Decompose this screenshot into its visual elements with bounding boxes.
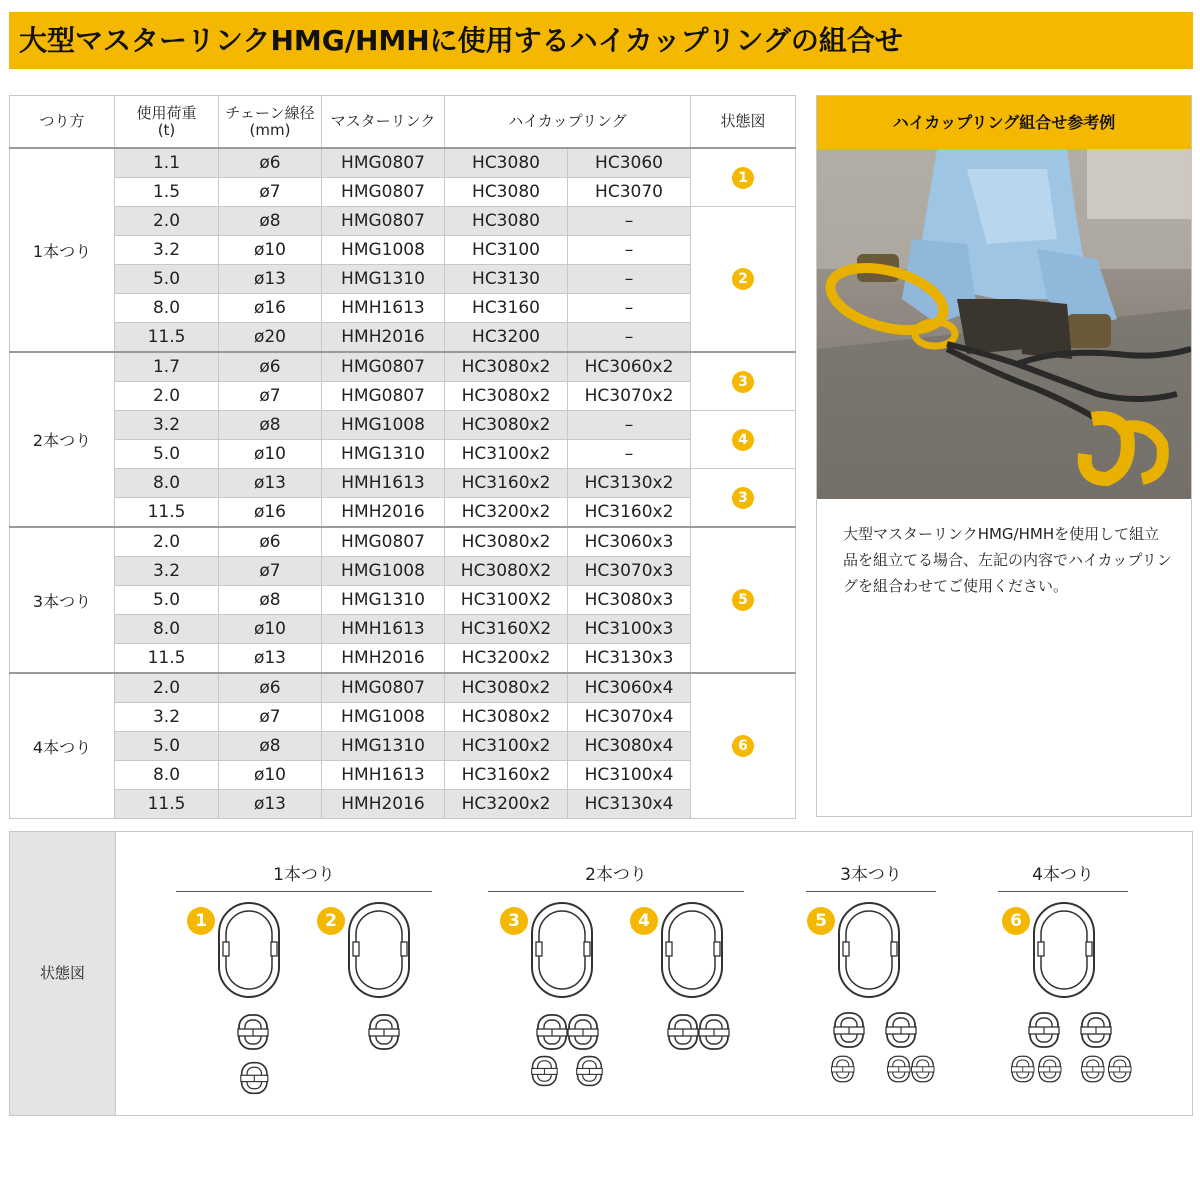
reference-text: 大型マスターリンクHMG/HMHを使用して組立品を組立てる場合、左記の内容でハイカップリングを組合わせてご使用ください。 <box>843 525 1172 595</box>
cell-hc1: HC3080x2 <box>445 673 568 703</box>
reference-panel <box>816 95 1192 817</box>
cell-load: 5.0 <box>115 732 219 761</box>
cell-load: 3.2 <box>115 703 219 732</box>
table-row <box>10 790 796 819</box>
cell-load: 3.2 <box>115 411 219 440</box>
header-hc: ハイカップリング <box>445 96 691 149</box>
hi-coupling-icon <box>832 1010 866 1050</box>
cell-load: 11.5 <box>115 323 219 353</box>
cell-chain: ø10 <box>219 615 322 644</box>
cell-hc2: HC3130x3 <box>568 644 691 674</box>
cell-hc1: HC3080x2 <box>445 527 568 557</box>
table-header-row <box>10 96 796 149</box>
state-badge-1: 1 <box>187 907 215 935</box>
cell-hc1: HC3200x2 <box>445 644 568 674</box>
reference-photo <box>817 149 1191 499</box>
cell-hc1: HC3080 <box>445 178 568 207</box>
cell-load: 3.2 <box>115 557 219 586</box>
cell-load: 2.0 <box>115 527 219 557</box>
cell-load: 5.0 <box>115 586 219 615</box>
cell-hc1: HC3100x2 <box>445 732 568 761</box>
table-row <box>10 673 796 703</box>
cell-master: HMH1613 <box>322 469 445 498</box>
cell-master: HMH2016 <box>322 323 445 353</box>
cell-load: 1.1 <box>115 148 219 178</box>
state-number-badge: 1 <box>732 167 754 189</box>
cell-master: HMG0807 <box>322 352 445 382</box>
state-cell <box>691 411 796 469</box>
cell-hc1: HC3160X2 <box>445 615 568 644</box>
state-diagram <box>9 831 1193 1116</box>
cell-chain: ø13 <box>219 644 322 674</box>
state-cell <box>691 469 796 528</box>
hi-coupling-icon <box>697 1012 731 1052</box>
cell-chain: ø13 <box>219 265 322 294</box>
cell-hc1: HC3160x2 <box>445 761 568 790</box>
hi-coupling-icon <box>367 1012 401 1052</box>
page-title: 大型マスターリンクHMG/HMHに使用するハイカップリングの組合せ <box>19 24 903 57</box>
header-chain <box>219 96 322 149</box>
hi-coupling-icon <box>1037 1054 1063 1084</box>
cell-hc2: HC3130x4 <box>568 790 691 819</box>
state-diagram-label: 状態図 <box>10 832 116 1115</box>
cell-chain: ø8 <box>219 207 322 236</box>
cell-load: 8.0 <box>115 761 219 790</box>
state-badge-5: 5 <box>807 907 835 935</box>
header-state: 状態図 <box>691 96 796 149</box>
cell-chain: ø7 <box>219 557 322 586</box>
cell-master: HMH1613 <box>322 761 445 790</box>
cell-master: HMG1008 <box>322 236 445 265</box>
cell-hc1: HC3080x2 <box>445 382 568 411</box>
table-row <box>10 265 796 294</box>
cell-load: 2.0 <box>115 382 219 411</box>
master-link-icon <box>1030 900 1100 1000</box>
cell-master: HMG1008 <box>322 411 445 440</box>
cell-master: HMG1008 <box>322 557 445 586</box>
hi-coupling-icon <box>535 1012 569 1052</box>
state-number-badge: 3 <box>732 371 754 393</box>
group-label: 2本つり <box>10 352 115 527</box>
hi-coupling-icon <box>236 1012 270 1052</box>
hi-coupling-icon <box>1079 1010 1113 1050</box>
cell-hc2: – <box>568 323 691 353</box>
combination-table <box>9 95 796 819</box>
cell-hc2: HC3080x3 <box>568 586 691 615</box>
cell-chain: ø6 <box>219 527 322 557</box>
cell-master: HMG0807 <box>322 382 445 411</box>
state-badge-2: 2 <box>317 907 345 935</box>
cell-master: HMG1310 <box>322 586 445 615</box>
header-load <box>115 96 219 149</box>
cell-load: 11.5 <box>115 790 219 819</box>
master-link-icon <box>528 900 598 1000</box>
cell-chain: ø13 <box>219 790 322 819</box>
hi-coupling-icon <box>1010 1054 1036 1084</box>
table-row <box>10 323 796 353</box>
title-bar <box>9 12 1193 69</box>
cell-chain: ø8 <box>219 732 322 761</box>
cell-hc1: HC3100x2 <box>445 440 568 469</box>
cell-hc1: HC3100X2 <box>445 586 568 615</box>
cell-chain: ø7 <box>219 178 322 207</box>
header-method: つり方 <box>10 96 115 149</box>
worker-chain-photo <box>817 149 1191 499</box>
table-row <box>10 527 796 557</box>
cell-hc1: HC3080 <box>445 148 568 178</box>
cell-load: 2.0 <box>115 673 219 703</box>
cell-master: HMG1310 <box>322 440 445 469</box>
cell-chain: ø10 <box>219 236 322 265</box>
cell-master: HMG0807 <box>322 207 445 236</box>
hi-coupling-icon <box>1080 1054 1106 1084</box>
table-row <box>10 178 796 207</box>
group-title-4: 4本つり <box>998 860 1128 892</box>
master-link-icon <box>835 900 905 1000</box>
state-cell <box>691 673 796 819</box>
cell-master: HMG1310 <box>322 732 445 761</box>
cell-hc2: HC3070x2 <box>568 382 691 411</box>
cell-master: HMH2016 <box>322 790 445 819</box>
cell-hc1: HC3100 <box>445 236 568 265</box>
header-master: マスターリンク <box>322 96 445 149</box>
cell-chain: ø6 <box>219 148 322 178</box>
cell-hc1: HC3200x2 <box>445 790 568 819</box>
cell-hc2: HC3100x3 <box>568 615 691 644</box>
cell-hc2: HC3130x2 <box>568 469 691 498</box>
cell-hc2: – <box>568 294 691 323</box>
cell-chain: ø16 <box>219 498 322 528</box>
cell-load: 3.2 <box>115 236 219 265</box>
cell-load: 2.0 <box>115 207 219 236</box>
state-number-badge: 5 <box>732 589 754 611</box>
cell-hc2: HC3060x3 <box>568 527 691 557</box>
state-badge-4: 4 <box>630 907 658 935</box>
cell-master: HMG0807 <box>322 148 445 178</box>
group-title-2: 2本つり <box>488 860 744 892</box>
group-title-1: 1本つり <box>176 860 432 892</box>
group-label: 3本つり <box>10 527 115 673</box>
state-cell <box>691 352 796 411</box>
cell-hc1: HC3080X2 <box>445 557 568 586</box>
table-row <box>10 732 796 761</box>
cell-master: HMG1008 <box>322 703 445 732</box>
cell-hc1: HC3080x2 <box>445 352 568 382</box>
cell-master: HMG1310 <box>322 265 445 294</box>
cell-hc2: – <box>568 207 691 236</box>
cell-hc2: HC3160x2 <box>568 498 691 528</box>
table-row <box>10 148 796 178</box>
group-label: 1本つり <box>10 148 115 352</box>
cell-hc1: HC3160x2 <box>445 469 568 498</box>
hi-coupling-icon <box>1107 1054 1133 1084</box>
hi-coupling-icon <box>575 1054 604 1088</box>
cell-hc1: HC3080 <box>445 207 568 236</box>
cell-hc2: – <box>568 411 691 440</box>
cell-hc2: HC3100x4 <box>568 761 691 790</box>
hi-coupling-icon <box>830 1054 856 1084</box>
table-row <box>10 382 796 411</box>
cell-chain: ø7 <box>219 703 322 732</box>
cell-hc1: HC3130 <box>445 265 568 294</box>
cell-master: HMH1613 <box>322 294 445 323</box>
state-cell <box>691 207 796 353</box>
state-cell <box>691 148 796 207</box>
table-row <box>10 207 796 236</box>
table-row <box>10 352 796 382</box>
hi-coupling-icon <box>666 1012 700 1052</box>
cell-hc2: HC3060x2 <box>568 352 691 382</box>
cell-master: HMH1613 <box>322 615 445 644</box>
hi-coupling-icon <box>566 1012 600 1052</box>
hi-coupling-icon <box>910 1054 936 1084</box>
cell-load: 8.0 <box>115 294 219 323</box>
cell-chain: ø16 <box>219 294 322 323</box>
cell-hc2: – <box>568 265 691 294</box>
cell-hc2: HC3070x4 <box>568 703 691 732</box>
master-link-icon <box>658 900 728 1000</box>
cell-load: 1.5 <box>115 178 219 207</box>
cell-hc2: – <box>568 440 691 469</box>
hi-coupling-icon <box>239 1060 270 1096</box>
header-load-text: 使用荷重 (t) <box>136 103 197 139</box>
cell-hc1: HC3080x2 <box>445 703 568 732</box>
cell-master: HMG0807 <box>322 673 445 703</box>
cell-hc1: HC3160 <box>445 294 568 323</box>
cell-hc2: HC3070 <box>568 178 691 207</box>
table-row <box>10 411 796 440</box>
cell-chain: ø6 <box>219 352 322 382</box>
cell-hc2: HC3060x4 <box>568 673 691 703</box>
cell-hc1: HC3080x2 <box>445 411 568 440</box>
cell-chain: ø10 <box>219 440 322 469</box>
cell-master: HMG0807 <box>322 178 445 207</box>
table-row <box>10 498 796 528</box>
table-row <box>10 703 796 732</box>
cell-hc2: HC3060 <box>568 148 691 178</box>
table-row <box>10 644 796 674</box>
table-row <box>10 294 796 323</box>
hi-coupling-icon <box>886 1054 912 1084</box>
cell-chain: ø10 <box>219 761 322 790</box>
state-number-badge: 2 <box>732 268 754 290</box>
cell-master: HMG0807 <box>322 527 445 557</box>
cell-hc1: HC3200x2 <box>445 498 568 528</box>
state-number-badge: 3 <box>732 487 754 509</box>
cell-master: HMH2016 <box>322 498 445 528</box>
table-row <box>10 761 796 790</box>
hi-coupling-icon <box>1027 1010 1061 1050</box>
cell-hc2: HC3070x3 <box>568 557 691 586</box>
header-chain-text: チェーン線径 (mm) <box>225 103 315 139</box>
state-cell <box>691 527 796 673</box>
state-number-badge: 4 <box>732 429 754 451</box>
state-badge-6: 6 <box>1002 907 1030 935</box>
table-row <box>10 440 796 469</box>
cell-master: HMH2016 <box>322 644 445 674</box>
table-row <box>10 557 796 586</box>
reference-heading: ハイカップリング組合せ参考例 <box>817 96 1191 149</box>
group-title-3: 3本つり <box>806 860 936 892</box>
cell-chain: ø8 <box>219 586 322 615</box>
state-badge-3: 3 <box>500 907 528 935</box>
cell-hc1: HC3200 <box>445 323 568 353</box>
cell-load: 11.5 <box>115 498 219 528</box>
table-row <box>10 615 796 644</box>
table-row <box>10 469 796 498</box>
cell-hc2: – <box>568 236 691 265</box>
hi-coupling-icon <box>530 1054 559 1088</box>
group-label: 4本つり <box>10 673 115 819</box>
state-number-badge: 6 <box>732 735 754 757</box>
hi-coupling-icon <box>884 1010 918 1050</box>
cell-load: 1.7 <box>115 352 219 382</box>
master-link-icon <box>345 900 415 1000</box>
cell-hc2: HC3080x4 <box>568 732 691 761</box>
cell-chain: ø13 <box>219 469 322 498</box>
cell-chain: ø20 <box>219 323 322 353</box>
master-link-icon <box>215 900 285 1000</box>
table-row <box>10 236 796 265</box>
cell-load: 8.0 <box>115 615 219 644</box>
cell-load: 11.5 <box>115 644 219 674</box>
cell-load: 8.0 <box>115 469 219 498</box>
cell-load: 5.0 <box>115 265 219 294</box>
cell-chain: ø7 <box>219 382 322 411</box>
cell-chain: ø6 <box>219 673 322 703</box>
table-row <box>10 586 796 615</box>
cell-chain: ø8 <box>219 411 322 440</box>
cell-load: 5.0 <box>115 440 219 469</box>
